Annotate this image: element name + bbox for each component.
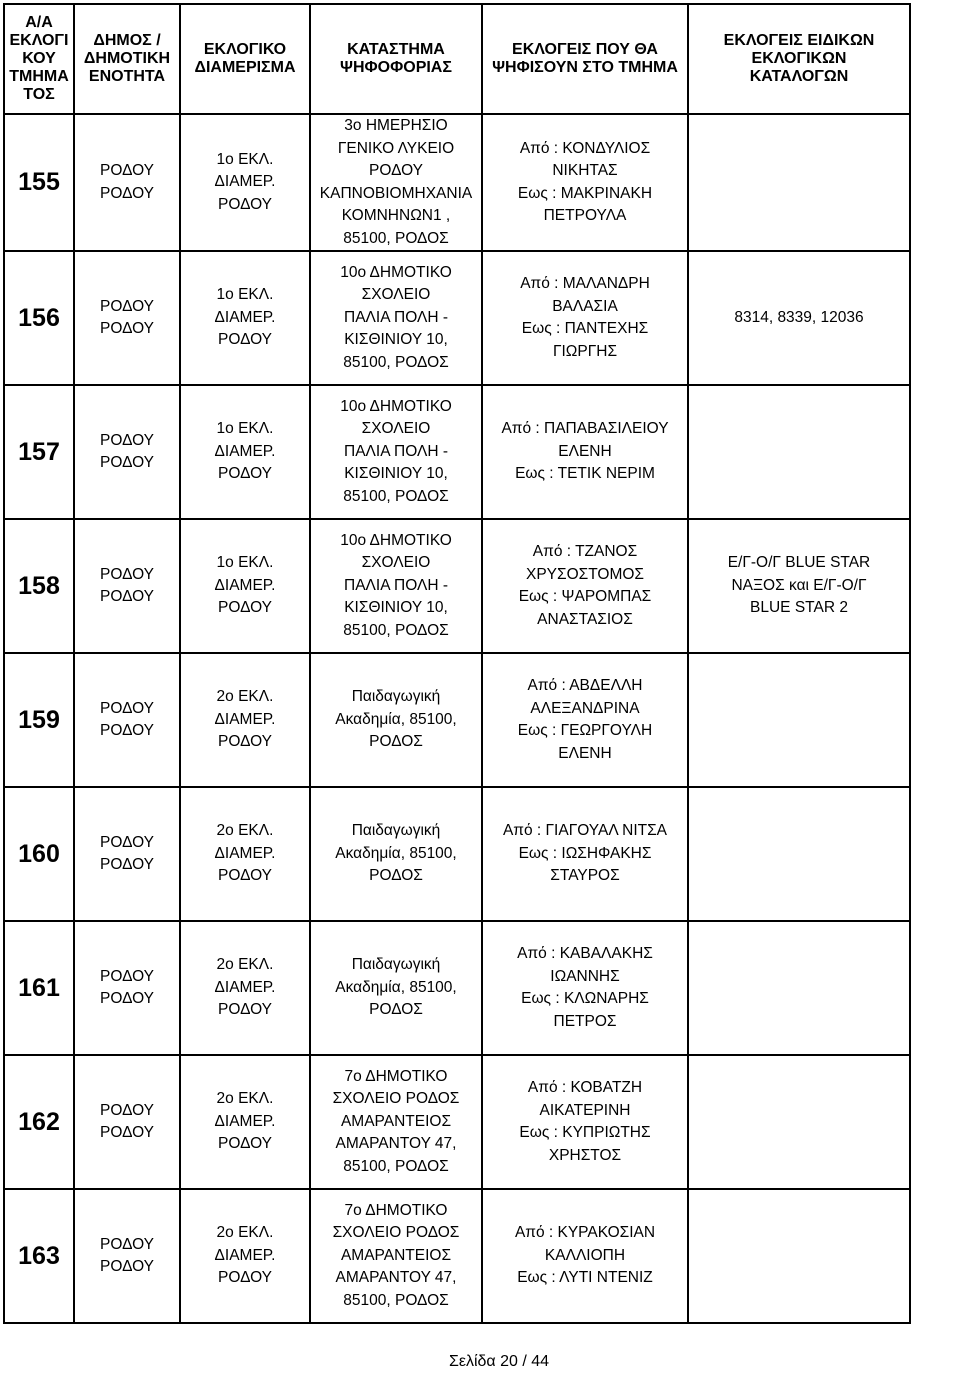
- district-cell: 2ο ΕΚΛ. ΔΙΑΜΕΡ. ΡΟΔΟΥ: [180, 1189, 310, 1323]
- municipality-cell: ΡΟΔΟΥ ΡΟΔΟΥ: [74, 251, 180, 385]
- voters-range-cell: Από : ΚΟΝΔΥΛΙΟΣ ΝΙΚΗΤΑΣ Εως : ΜΑΚΡΙΝΑΚΗ ΠΕΤΡΟΥΛΑ: [482, 114, 688, 251]
- voters-range-cell: Από : ΚΑΒΑΛΑΚΗΣ ΙΩΑΝΝΗΣ Εως : ΚΛΩΝΑΡΗΣ ΠΕΤΡΟΣ: [482, 921, 688, 1055]
- header-katastima: ΚΑΤΑΣΤΗΜΑ ΨΗΦΟΦΟΡΙΑΣ: [310, 4, 482, 114]
- special-lists-cell: [688, 1189, 910, 1323]
- special-lists-cell: 8314, 8339, 12036: [688, 251, 910, 385]
- table-row: [4, 1055, 910, 1189]
- special-lists-cell: Ε/Γ-Ο/Γ BLUE STAR ΝΑΞΟΣ και Ε/Γ-Ο/Γ BLUE STAR 2: [688, 519, 910, 653]
- table-row: [4, 519, 910, 653]
- municipality-cell: ΡΟΔΟΥ ΡΟΔΟΥ: [74, 653, 180, 787]
- municipality-cell: ΡΟΔΟΥ ΡΟΔΟΥ: [74, 787, 180, 921]
- table-row: [4, 114, 910, 251]
- district-cell: 2ο ΕΚΛ. ΔΙΑΜΕΡ. ΡΟΔΟΥ: [180, 787, 310, 921]
- voters-range-cell: Από : ΤΖΑΝΟΣ ΧΡΥΣΟΣΤΟΜΟΣ Εως : ΨΑΡΟΜΠΑΣ ΑΝΑΣΤΑΣΙΟΣ: [482, 519, 688, 653]
- polling-station-cell: 7ο ΔΗΜΟΤΙΚΟ ΣΧΟΛΕΙΟ ΡΟΔΟΣ ΑΜΑΡΑΝΤΕΙΟΣ ΑΜΑΡΑΝΤΟΥ 47, 85100, ΡΟΔΟΣ: [310, 1055, 482, 1189]
- special-lists-cell: [688, 114, 910, 251]
- district-cell: 2ο ΕΚΛ. ΔΙΑΜΕΡ. ΡΟΔΟΥ: [180, 1055, 310, 1189]
- special-lists-cell: [688, 385, 910, 519]
- voters-range-cell: Από : ΑΒΔΕΛΛΗ ΑΛΕΞΑΝΔΡΙΝΑ Εως : ΓΕΩΡΓΟΥΛΗ ΕΛΕΝΗ: [482, 653, 688, 787]
- district-cell: 1ο ΕΚΛ. ΔΙΑΜΕΡ. ΡΟΔΟΥ: [180, 519, 310, 653]
- polling-station-cell: Παιδαγωγική Ακαδημία, 85100, ΡΟΔΟΣ: [310, 653, 482, 787]
- voters-range-cell: Από : ΓΙΑΓΟΥΑΛ ΝΙΤΣΑ Εως : ΙΩΣΗΦΑΚΗΣ ΣΤΑΥΡΟΣ: [482, 787, 688, 921]
- polling-station-cell: 10ο ΔΗΜΟΤΙΚΟ ΣΧΟΛΕΙΟ ΠΑΛΙΑ ΠΟΛΗ - ΚΙΣΘΙΝΙΟΥ 10, 85100, ΡΟΔΟΣ: [310, 251, 482, 385]
- municipality-cell: ΡΟΔΟΥ ΡΟΔΟΥ: [74, 921, 180, 1055]
- special-lists-cell: [688, 653, 910, 787]
- row-number: 158: [4, 519, 74, 653]
- district-cell: 1ο ΕΚΛ. ΔΙΑΜΕΡ. ΡΟΔΟΥ: [180, 385, 310, 519]
- header-row: [4, 4, 910, 114]
- district-cell: 2ο ΕΚΛ. ΔΙΑΜΕΡ. ΡΟΔΟΥ: [180, 653, 310, 787]
- municipality-cell: ΡΟΔΟΥ ΡΟΔΟΥ: [74, 519, 180, 653]
- voters-range-cell: Από : ΠΑΠΑΒΑΣΙΛΕΙΟΥ ΕΛΕΝΗ Εως : ΤΕΤΙΚ ΝΕΡΙΜ: [482, 385, 688, 519]
- municipality-cell: ΡΟΔΟΥ ΡΟΔΟΥ: [74, 385, 180, 519]
- polling-station-cell: 10ο ΔΗΜΟΤΙΚΟ ΣΧΟΛΕΙΟ ΠΑΛΙΑ ΠΟΛΗ - ΚΙΣΘΙΝΙΟΥ 10, 85100, ΡΟΔΟΣ: [310, 519, 482, 653]
- row-number: 156: [4, 251, 74, 385]
- table-row: [4, 921, 910, 1055]
- polling-station-cell: Παιδαγωγική Ακαδημία, 85100, ΡΟΔΟΣ: [310, 787, 482, 921]
- polling-stations-table: [3, 3, 911, 1324]
- district-cell: 1ο ΕΚΛ. ΔΙΑΜΕΡ. ΡΟΔΟΥ: [180, 114, 310, 251]
- voters-range-cell: Από : ΚΟΒΑΤΖΗ ΑΙΚΑΤΕΡΙΝΗ Εως : ΚΥΠΡΙΩΤΗΣ ΧΡΗΣΤΟΣ: [482, 1055, 688, 1189]
- header-dimos: ΔΗΜΟΣ / ΔΗΜΟΤΙΚΗ ΕΝΟΤΗΤΑ: [74, 4, 180, 114]
- municipality-cell: ΡΟΔΟΥ ΡΟΔΟΥ: [74, 114, 180, 251]
- special-lists-cell: [688, 921, 910, 1055]
- table-row: [4, 787, 910, 921]
- header-diamerisma: ΕΚΛΟΓΙΚΟ ΔΙΑΜΕΡΙΣΜΑ: [180, 4, 310, 114]
- table-row: [4, 1189, 910, 1323]
- header-ekloges: ΕΚΛΟΓΕΙΣ ΠΟΥ ΘΑ ΨΗΦΙΣΟΥΝ ΣΤΟ ΤΜΗΜΑ: [482, 4, 688, 114]
- district-cell: 2ο ΕΚΛ. ΔΙΑΜΕΡ. ΡΟΔΟΥ: [180, 921, 310, 1055]
- header-aa: Α/Α ΕΚΛΟΓΙ ΚΟΥ ΤΜΗΜΑ ΤΟΣ: [4, 4, 74, 114]
- district-cell: 1ο ΕΚΛ. ΔΙΑΜΕΡ. ΡΟΔΟΥ: [180, 251, 310, 385]
- municipality-cell: ΡΟΔΟΥ ΡΟΔΟΥ: [74, 1189, 180, 1323]
- polling-station-cell: 3ο ΗΜΕΡΗΣΙΟ ΓΕΝΙΚΟ ΛΥΚΕΙΟ ΡΟΔΟΥ ΚΑΠΝΟΒΙΟΜΗΧΑΝΙΑ ΚΟΜΝΗΝΩΝ1 , 85100, ΡΟΔΟΣ: [310, 114, 482, 251]
- header-eidikoi: ΕΚΛΟΓΕΙΣ ΕΙΔΙΚΩΝ ΕΚΛΟΓΙΚΩΝ ΚΑΤΑΛΟΓΩΝ: [688, 4, 910, 114]
- row-number: 157: [4, 385, 74, 519]
- voters-range-cell: Από : ΜΑΛΑΝΔΡΗ ΒΑΛΑΣΙΑ Εως : ΠΑΝΤΕΧΗΣ ΓΙΩΡΓΗΣ: [482, 251, 688, 385]
- polling-station-cell: 7ο ΔΗΜΟΤΙΚΟ ΣΧΟΛΕΙΟ ΡΟΔΟΣ ΑΜΑΡΑΝΤΕΙΟΣ ΑΜΑΡΑΝΤΟΥ 47, 85100, ΡΟΔΟΣ: [310, 1189, 482, 1323]
- polling-station-cell: 10ο ΔΗΜΟΤΙΚΟ ΣΧΟΛΕΙΟ ΠΑΛΙΑ ΠΟΛΗ - ΚΙΣΘΙΝΙΟΥ 10, 85100, ΡΟΔΟΣ: [310, 385, 482, 519]
- row-number: 162: [4, 1055, 74, 1189]
- table-row: [4, 251, 910, 385]
- row-number: 163: [4, 1189, 74, 1323]
- special-lists-cell: [688, 787, 910, 921]
- special-lists-cell: [688, 1055, 910, 1189]
- row-number: 161: [4, 921, 74, 1055]
- page-number: Σελίδα 20 / 44: [448, 1353, 550, 1370]
- polling-station-cell: Παιδαγωγική Ακαδημία, 85100, ΡΟΔΟΣ: [310, 921, 482, 1055]
- row-number: 155: [4, 114, 74, 251]
- table-row: [4, 385, 910, 519]
- voters-range-cell: Από : ΚΥΡΑΚΟΣΙΑΝ ΚΑΛΛΙΟΠΗ Εως : ΛΥΤΙ ΝΤΕΝΙΖ: [482, 1189, 688, 1323]
- row-number: 159: [4, 653, 74, 787]
- row-number: 160: [4, 787, 74, 921]
- municipality-cell: ΡΟΔΟΥ ΡΟΔΟΥ: [74, 1055, 180, 1189]
- table-row: [4, 653, 910, 787]
